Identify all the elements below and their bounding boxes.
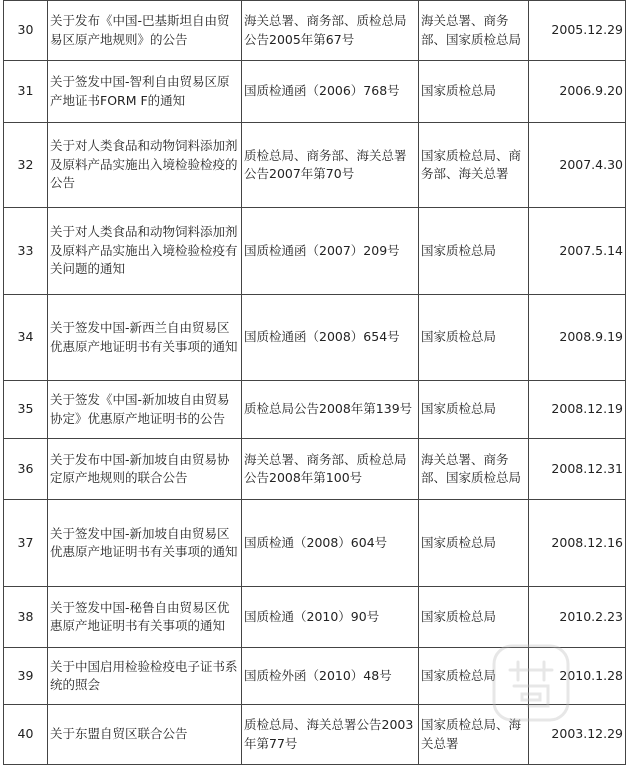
issue-date: 2008.9.19 [529,295,626,381]
row-number: 38 [4,587,48,648]
document-number: 国质检通函（2007）209号 [242,208,419,295]
document-title: 关于对人类食品和动物饲料添加剂及原料产品实施出入境检验检疫有关问题的通知 [48,208,242,295]
issuing-authority: 海关总署、商务部、国家质检总局 [419,1,529,61]
issue-date: 2010.2.23 [529,587,626,648]
row-number: 30 [4,1,48,61]
document-title: 关于签发中国-智利自由贸易区原产地证书FORM F的通知 [48,61,242,123]
row-number: 34 [4,295,48,381]
issue-date: 2003.12.29 [529,705,626,765]
document-title: 关于签发《中国-新加坡自由贸易协定》优惠原产地证明书的公告 [48,381,242,439]
issue-date: 2006.9.20 [529,61,626,123]
row-number: 33 [4,208,48,295]
document-number: 质检总局公告2008年第139号 [242,381,419,439]
document-title: 关于签发中国-新西兰自由贸易区优惠原产地证明书有关事项的通知 [48,295,242,381]
table-row [4,381,626,439]
document-number: 国质检通函（2008）654号 [242,295,419,381]
row-number: 32 [4,123,48,208]
document-number: 海关总署、商务部、质检总局公告2005年第67号 [242,1,419,61]
table-row [4,208,626,295]
table-row [4,1,626,61]
issue-date: 2007.5.14 [529,208,626,295]
table-row [4,295,626,381]
issuing-authority: 国家质检总局 [419,587,529,648]
table-row [4,61,626,123]
table-row [4,587,626,648]
document-number: 海关总署、商务部、质检总局公告2008年第100号 [242,439,419,500]
document-number: 国质检通（2008）604号 [242,500,419,587]
document-title: 关于对人类食品和动物饲料添加剂及原料产品实施出入境检验检疫的公告 [48,123,242,208]
document-title: 关于发布中国-新加坡自由贸易协定原产地规则的联合公告 [48,439,242,500]
table-row [4,439,626,500]
row-number: 37 [4,500,48,587]
issuing-authority: 国家质检总局、海关总署 [419,705,529,765]
issuing-authority: 海关总署、商务部、国家质检总局 [419,439,529,500]
document-number: 国质检通函（2006）768号 [242,61,419,123]
watermark-logo-icon [488,640,574,726]
issuing-authority: 国家质检总局、商务部、海关总署 [419,123,529,208]
issue-date: 2005.12.29 [529,1,626,61]
issue-date: 2008.12.31 [529,439,626,500]
issuing-authority: 国家质检总局 [419,61,529,123]
document-title: 关于发布《中国-巴基斯坦自由贸易区原产地规则》的公告 [48,1,242,61]
row-number: 39 [4,648,48,705]
document-number: 质检总局、海关总署公告2003年第77号 [242,705,419,765]
document-title: 关于中国启用检验检疫电子证书系统的照会 [48,648,242,705]
issuing-authority: 国家质检总局 [419,381,529,439]
issue-date: 2007.4.30 [529,123,626,208]
document-number: 国质检通（2010）90号 [242,587,419,648]
issuing-authority: 国家质检总局 [419,208,529,295]
table-row [4,500,626,587]
issuing-authority: 国家质检总局 [419,295,529,381]
row-number: 40 [4,705,48,765]
row-number: 35 [4,381,48,439]
document-title: 关于东盟自贸区联合公告 [48,705,242,765]
document-number: 国质检外函（2010）48号 [242,648,419,705]
row-number: 31 [4,61,48,123]
document-title: 关于签发中国-秘鲁自由贸易区优惠原产地证明书有关事项的通知 [48,587,242,648]
issue-date: 2008.12.16 [529,500,626,587]
row-number: 36 [4,439,48,500]
issue-date: 2010.1.28 [529,648,626,705]
document-title: 关于签发中国-新加坡自由贸易区优惠原产地证明书有关事项的通知 [48,500,242,587]
document-number: 质检总局、商务部、海关总署公告2007年第70号 [242,123,419,208]
issue-date: 2008.12.19 [529,381,626,439]
issuing-authority: 国家质检总局 [419,500,529,587]
table-row [4,123,626,208]
issuing-authority: 国家质检总局 [419,648,529,705]
